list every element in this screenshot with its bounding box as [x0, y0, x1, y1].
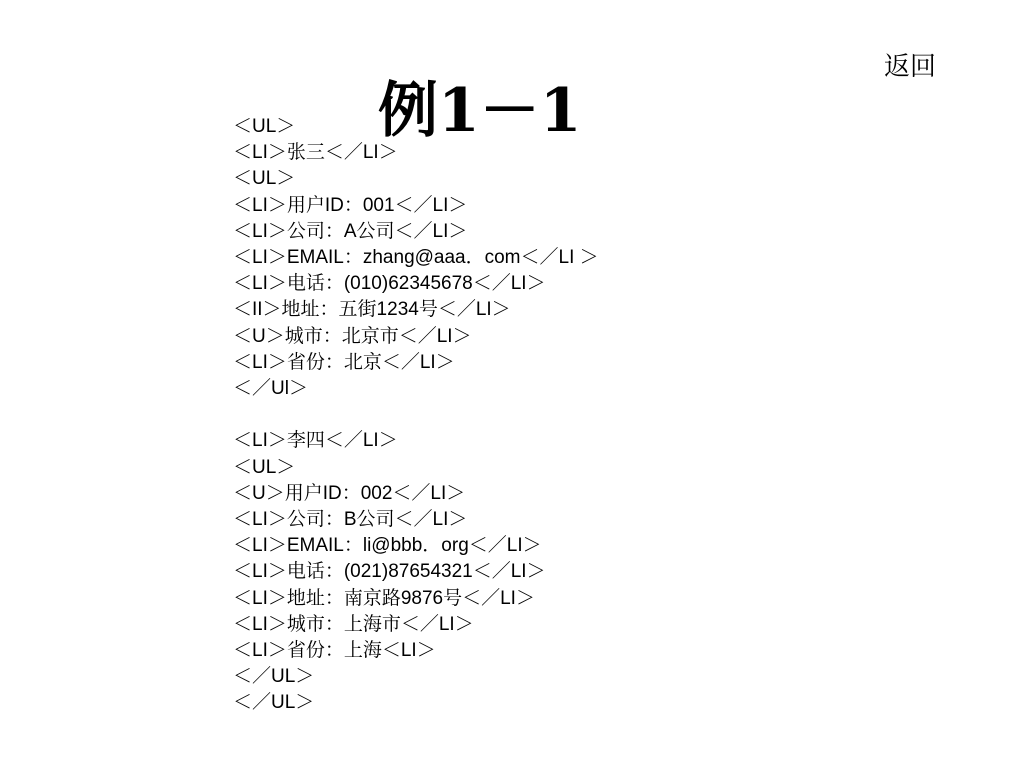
slide-title: 例1－1: [378, 76, 582, 146]
code-line: ＜LI＞公司：B公司＜／LI＞: [233, 509, 468, 531]
code-line: ＜LI＞地址：南京路9876号＜／LI＞: [233, 587, 535, 609]
code-line: ＜／Ul＞: [233, 378, 308, 400]
code-line: ＜II＞地址：五街1234号＜／LI＞: [233, 299, 511, 321]
code-line: ＜LI＞EMAIL：zhang@aaa．com＜／LI ＞: [233, 247, 599, 269]
code-line: ＜LI＞用户ID：001＜／LI＞: [233, 194, 468, 216]
code-listing: [233, 114, 633, 717]
code-line: ＜U＞用户ID：002＜／LI＞: [233, 482, 466, 504]
code-line: ＜LI＞省份：上海＜LI＞: [233, 640, 436, 662]
code-line: ＜LI＞公司：A公司＜／LI＞: [233, 220, 468, 242]
code-line: ＜LI＞电话：(021)87654321＜／LI＞: [233, 561, 546, 583]
code-line: ＜LI＞电话：(010)62345678＜／LI＞: [233, 273, 546, 295]
code-line: ＜U＞城市：北京市＜／LI＞: [233, 325, 472, 347]
code-line: ＜LI＞张三＜／LI＞: [233, 142, 398, 164]
code-line: ＜LI＞EMAIL：li@bbb．org＜／LI＞: [233, 535, 542, 557]
code-line: ＜／UL＞: [233, 666, 315, 688]
code-line: [233, 402, 633, 428]
code-line: ＜LI＞省份：北京＜／LI＞: [233, 351, 455, 373]
code-line: ＜／UL＞: [233, 692, 315, 714]
code-line: ＜UL＞: [233, 456, 296, 478]
code-line: ＜LI＞城市：上海市＜／LI＞: [233, 613, 474, 635]
return-link[interactable]: 返回: [884, 52, 937, 82]
code-line: ＜UL＞: [233, 168, 296, 190]
code-line: ＜LI＞李四＜／LI＞: [233, 430, 398, 452]
code-line: ＜UL＞: [233, 116, 296, 137]
